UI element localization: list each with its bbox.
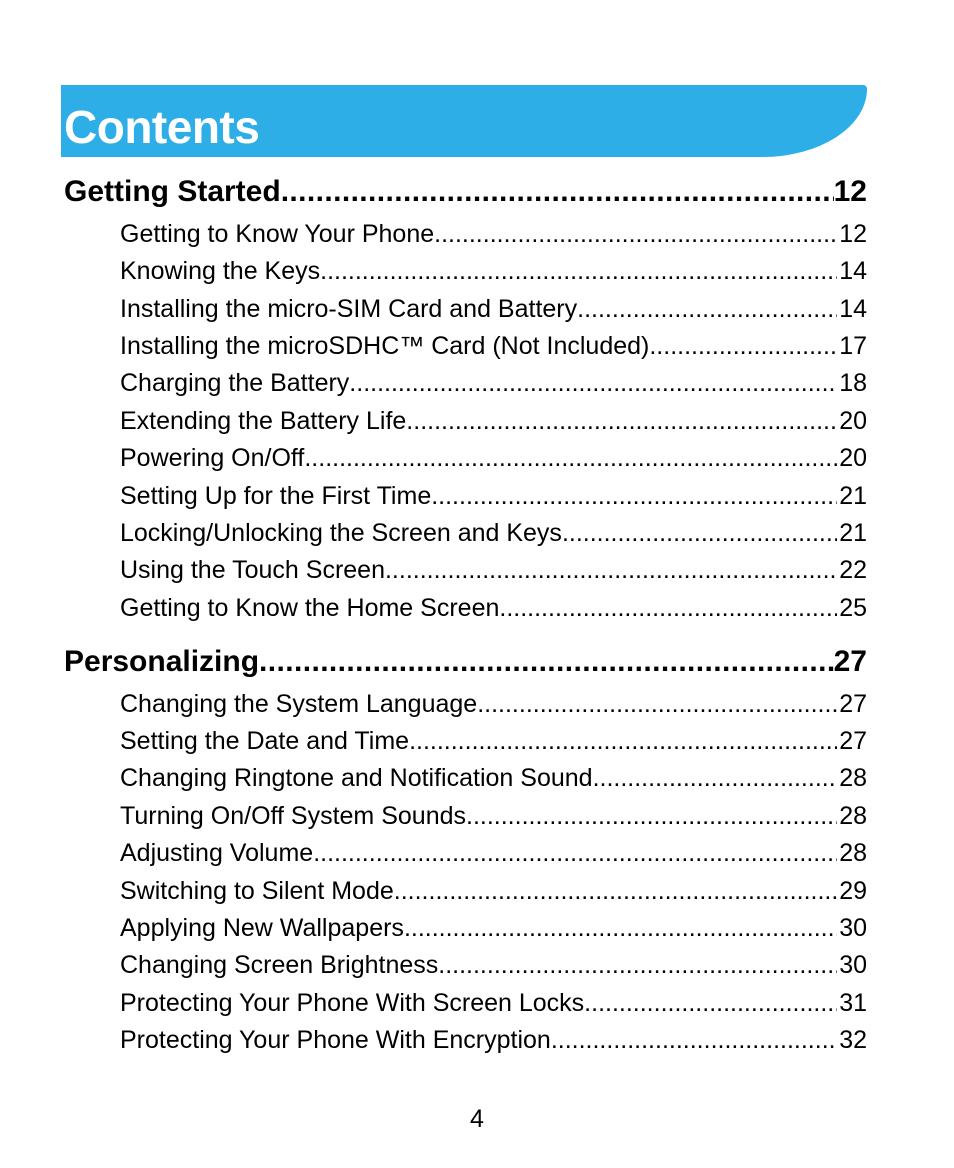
dot-leader bbox=[431, 481, 837, 511]
toc-item[interactable] bbox=[120, 988, 867, 1018]
toc-item-title: Protecting Your Phone With Encryption bbox=[120, 1026, 551, 1054]
toc-section-title: Getting Started bbox=[64, 175, 281, 208]
dot-leader bbox=[434, 219, 837, 249]
toc-item[interactable] bbox=[120, 950, 867, 980]
page-number: 4 bbox=[470, 1105, 484, 1133]
toc-item-title: Installing the micro-SIM Card and Battery bbox=[120, 295, 578, 323]
page-title: Contents bbox=[64, 101, 260, 153]
toc-item-title: Applying New Wallpapers bbox=[120, 914, 404, 942]
dot-leader bbox=[584, 988, 837, 1018]
dot-leader bbox=[466, 801, 837, 831]
toc-item[interactable] bbox=[120, 256, 867, 286]
dot-leader bbox=[562, 518, 837, 548]
toc-section-page: 27 bbox=[833, 645, 867, 678]
toc-item[interactable] bbox=[120, 481, 867, 511]
toc-item[interactable] bbox=[120, 726, 867, 756]
toc-item-page: 30 bbox=[839, 951, 867, 979]
toc-item-title: Switching to Silent Mode bbox=[120, 877, 394, 905]
toc-item-page: 14 bbox=[839, 295, 867, 323]
toc-item-page: 31 bbox=[839, 989, 867, 1017]
toc-item[interactable] bbox=[120, 876, 867, 906]
toc-item-page: 29 bbox=[839, 877, 867, 905]
toc-item[interactable] bbox=[120, 406, 867, 436]
toc-section-getting-started[interactable] bbox=[64, 174, 867, 210]
toc-item[interactable] bbox=[120, 763, 867, 793]
toc-item[interactable] bbox=[120, 443, 867, 473]
toc-item-title: Installing the microSDHC™ Card (Not Included) bbox=[120, 332, 650, 360]
toc-item-page: 22 bbox=[839, 556, 867, 584]
toc-item-title: Getting to Know Your Phone bbox=[120, 220, 435, 248]
toc-item-title: Changing Screen Brightness bbox=[120, 951, 439, 979]
toc-item-page: 27 bbox=[839, 690, 867, 718]
toc-item-page: 32 bbox=[839, 1026, 867, 1054]
toc-item-title: Setting Up for the First Time bbox=[120, 482, 432, 510]
toc-section-page: 12 bbox=[833, 175, 867, 208]
dot-leader bbox=[409, 726, 837, 756]
dot-leader bbox=[313, 838, 837, 868]
toc-item[interactable] bbox=[120, 689, 867, 719]
dot-leader bbox=[649, 331, 837, 361]
dot-leader bbox=[385, 555, 837, 585]
dot-leader bbox=[349, 368, 837, 398]
toc-item[interactable] bbox=[120, 294, 867, 324]
toc-item-page: 20 bbox=[839, 407, 867, 435]
toc-item-title: Getting to Know the Home Screen bbox=[120, 594, 500, 622]
toc-item-page: 28 bbox=[839, 802, 867, 830]
toc-item-page: 14 bbox=[839, 257, 867, 285]
toc-item[interactable] bbox=[120, 555, 867, 585]
toc-item-title: Extending the Battery Life bbox=[120, 407, 407, 435]
toc-item-page: 17 bbox=[839, 332, 867, 360]
toc-item[interactable] bbox=[120, 838, 867, 868]
toc-item[interactable] bbox=[120, 518, 867, 548]
toc-item-page: 20 bbox=[839, 444, 867, 472]
toc-item-title: Changing Ringtone and Notification Sound bbox=[120, 764, 593, 792]
toc-item[interactable] bbox=[120, 1025, 867, 1055]
toc-section-title: Personalizing bbox=[64, 645, 260, 678]
toc-item-page: 21 bbox=[839, 482, 867, 510]
dot-leader bbox=[281, 174, 834, 210]
dot-leader bbox=[477, 689, 837, 719]
toc-item[interactable] bbox=[120, 219, 867, 249]
toc-item-page: 18 bbox=[839, 369, 867, 397]
dot-leader bbox=[259, 644, 834, 680]
dot-leader bbox=[320, 256, 837, 286]
dot-leader bbox=[593, 763, 838, 793]
toc-item-page: 21 bbox=[839, 519, 867, 547]
toc-item[interactable] bbox=[120, 913, 867, 943]
dot-leader bbox=[304, 443, 837, 473]
toc-item-page: 30 bbox=[839, 914, 867, 942]
toc-item-title: Turning On/Off System Sounds bbox=[120, 802, 466, 830]
toc-item-title: Charging the Battery bbox=[120, 369, 350, 397]
toc-item[interactable] bbox=[120, 368, 867, 398]
toc-item[interactable] bbox=[120, 801, 867, 831]
toc-item-title: Adjusting Volume bbox=[120, 839, 314, 867]
toc-item-page: 25 bbox=[839, 594, 867, 622]
toc-item-page: 28 bbox=[839, 764, 867, 792]
dot-leader bbox=[577, 294, 837, 324]
toc-item-page: 27 bbox=[839, 727, 867, 755]
toc-section-personalizing[interactable] bbox=[64, 644, 867, 680]
toc-item-title: Setting the Date and Time bbox=[120, 727, 410, 755]
toc-item-title: Protecting Your Phone With Screen Locks bbox=[120, 989, 585, 1017]
toc-item[interactable] bbox=[120, 331, 867, 361]
dot-leader bbox=[499, 593, 837, 623]
toc-item-title: Locking/Unlocking the Screen and Keys bbox=[120, 519, 562, 547]
dot-leader bbox=[551, 1025, 837, 1055]
toc-item-title: Powering On/Off bbox=[120, 444, 305, 472]
toc-item-title: Using the Touch Screen bbox=[120, 556, 385, 584]
toc-item-page: 12 bbox=[839, 220, 867, 248]
dot-leader bbox=[394, 876, 837, 906]
toc-item-title: Changing the System Language bbox=[120, 690, 478, 718]
dot-leader bbox=[404, 913, 837, 943]
toc-item-title: Knowing the Keys bbox=[120, 257, 321, 285]
toc-item[interactable] bbox=[120, 593, 867, 623]
dot-leader bbox=[438, 950, 837, 980]
dot-leader bbox=[406, 406, 837, 436]
toc-item-page: 28 bbox=[839, 839, 867, 867]
